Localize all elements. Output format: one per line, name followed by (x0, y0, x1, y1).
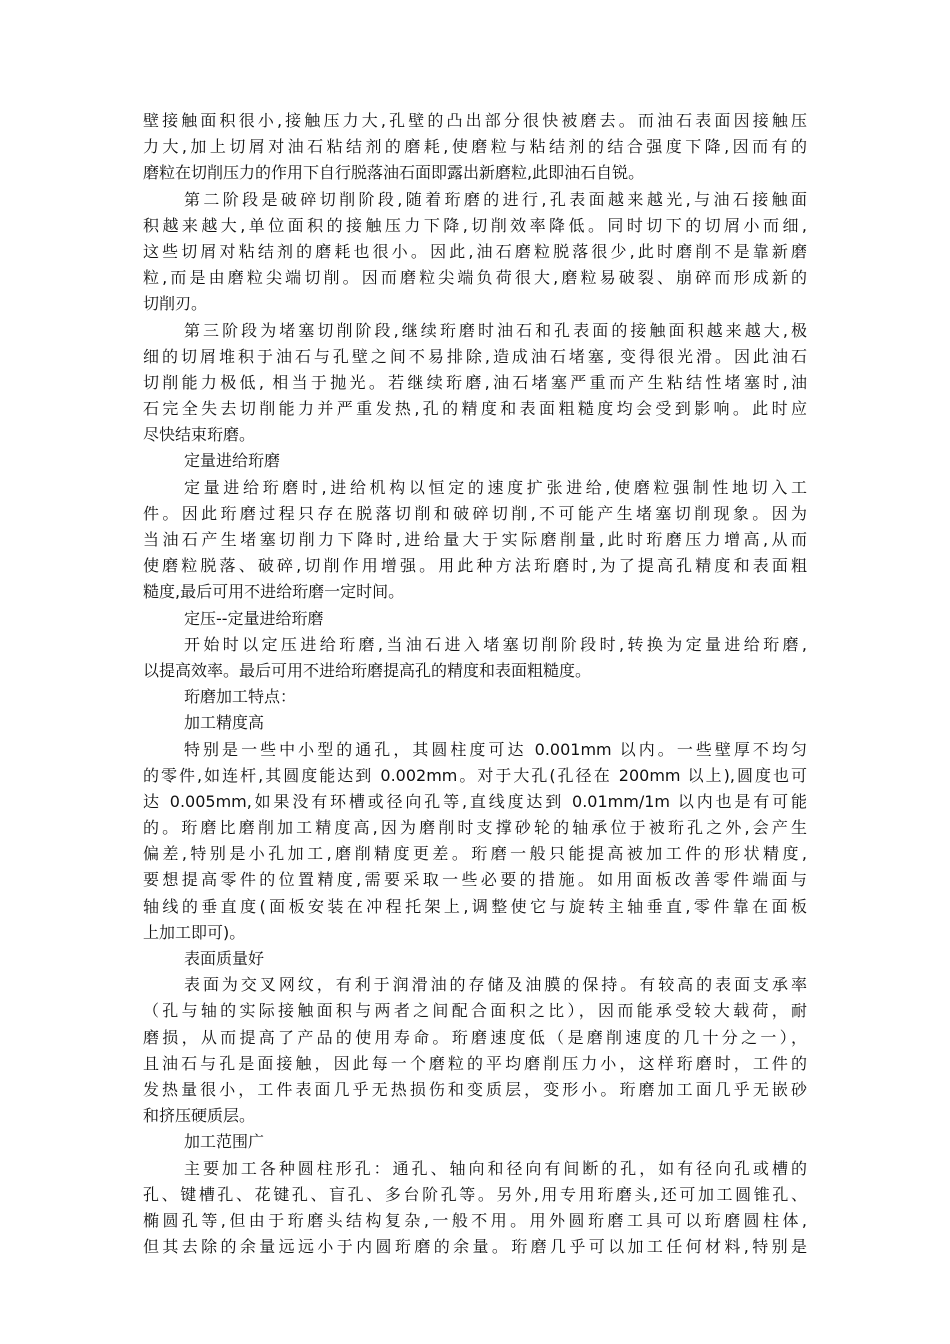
text-line-content: 糙度,最后可用不进给珩磨一定时间。 (143, 582, 405, 602)
text-line-content: 珩磨加工特点： (184, 687, 297, 707)
text-line-content: 粒,而是由磨粒尖端切削。因而磨粒尖端负荷很大,磨粒易破裂、崩碎而形成新的 (143, 268, 807, 288)
text-line-content: 定量进给珩磨 (184, 451, 281, 471)
text-line-content: 使磨粒脱落、破碎,切削作用增强。用此种方法珩磨时,为了提高孔精度和表面粗 (143, 556, 807, 576)
text-line-content: 尽快结束珩磨。 (143, 425, 256, 445)
text-line (143, 632, 807, 658)
text-line-content: 发热量很小，工件表面几乎无热损伤和变质层，变形小。珩磨加工面几乎无嵌砂 (143, 1079, 807, 1099)
section-heading (143, 448, 807, 474)
text-line-content: 偏差,特别是小孔加工,磨削精度更差。珩磨一般只能提高被加工件的形状精度, (143, 844, 807, 864)
text-line-content: 当油石产生堵塞切削力下降时,进给量大于实际磨削量,此时珩磨压力增高,从而 (143, 530, 807, 549)
text-line (143, 396, 807, 422)
text-line-content: 切削能力极低, 相当于抛光。若继续珩磨,油石堵塞严重而产生粘结性堵塞时,油 (143, 372, 807, 392)
section-heading (143, 710, 807, 736)
text-line (143, 867, 807, 893)
text-line-content: 的。珩磨比磨削加工精度高,因为磨削时支撑砂轮的轴承位于被珩孔之外,会产生 (143, 818, 807, 838)
text-line (143, 1234, 807, 1260)
text-line-content: 表面为交叉网纹，有利于润滑油的存储及油膜的保持。有较高的表面支承率 (184, 975, 807, 995)
text-line-content: 磨粒在切削压力的作用下自行脱落油石面即露出新磨粒,此即油石自锐。 (143, 163, 645, 183)
text-line (143, 841, 807, 867)
text-line (143, 579, 807, 605)
text-line-content: 和挤压硬质层。 (143, 1106, 256, 1126)
text-line-content: 加工精度高 (184, 713, 265, 733)
text-line-content: 这些切屑对粘结剂的磨耗也很小。因此,油石磨粒脱落很少,此时磨削不是靠新磨 (143, 241, 807, 261)
text-line (143, 1208, 807, 1234)
text-line-content: 磨损，从而提高了产品的使用寿命。珩磨速度低（是磨削速度的几十分之一）， (143, 1027, 807, 1047)
text-line (143, 134, 807, 160)
text-line (143, 553, 807, 579)
text-line (143, 370, 807, 396)
text-line-content: 件。因此珩磨过程只存在脱落切削和破碎切削,不可能产生堵塞切削现象。因为 (143, 503, 807, 523)
text-line (143, 1051, 807, 1077)
text-line-content: 壁接触面积很小,接触压力大,孔壁的凸出部分很快被磨去。而油石表面因接触压 (143, 111, 807, 130)
text-line (143, 763, 807, 789)
text-line (143, 789, 807, 815)
text-line-content: 的零件,如连杆,其圆度能达到 0.002mm。对于大孔(孔径在 200mm 以上),圆度也可 (143, 765, 807, 785)
text-line-content: 定量进给珩磨时,进给机构以恒定的速度扩张进给,使磨粒强制性地切入工 (184, 477, 807, 497)
text-line-content: 以提高效率。最后可用不进给珩磨提高孔的精度和表面粗糙度。 (143, 660, 592, 680)
text-line (143, 815, 807, 841)
text-line-content: 切削刃。 (143, 294, 208, 314)
text-line (143, 475, 807, 501)
text-line-content: 要想提高零件的位置精度,需要采取一些必要的措施。如用面板改善零件端面与 (143, 870, 807, 890)
section-heading (143, 684, 807, 710)
text-line (143, 527, 807, 553)
text-line (143, 920, 807, 946)
text-line-content: 第二阶段是破碎切削阶段,随着珩磨的进行,孔表面越来越光,与油石接触面 (184, 189, 807, 209)
section-heading (143, 1129, 807, 1155)
text-line (143, 894, 807, 920)
text-line (143, 291, 807, 317)
text-line-content: 达 0.005mm,如果没有环槽或径向孔等,直线度达到 0.01mm/1m 以内也是有可能 (143, 791, 807, 811)
text-line-content: 主要加工各种圆柱形孔：通孔、轴向和径向有间断的孔，如有径向孔或槽的 (184, 1158, 807, 1178)
text-line-content: 椭圆孔等,但由于珩磨头结构复杂,一般不用。用外圆珩磨工具可以珩磨圆柱体, (143, 1210, 807, 1230)
text-line-content: 定压--定量进给珩磨 (184, 608, 324, 628)
text-line-content: 开始时以定压进给珩磨,当油石进入堵塞切削阶段时,转换为定量进给珩磨, (184, 634, 807, 654)
text-line-content: 孔、键槽孔、花键孔、盲孔、多台阶孔等。另外,用专用珩磨头,还可加工圆锥孔、 (143, 1184, 807, 1204)
text-line-content: 特别是一些中小型的通孔，其圆柱度可达 0.001mm 以内。一些壁厚不均匀 (184, 739, 807, 759)
section-heading (143, 606, 807, 632)
document-page (143, 108, 807, 1260)
text-line-content: 且油石与孔是面接触，因此每一个磨粒的平均磨削压力小，这样珩磨时，工件的 (143, 1053, 807, 1073)
text-line-content: （孔与轴的实际接触面积与两者之间配合面积之比），因而能承受较大载荷，耐 (143, 1001, 807, 1021)
text-line-content: 表面质量好 (184, 949, 265, 968)
text-line-content: 力大,加上切屑对油石粘结剂的磨耗,使磨粒与粘结剂的结合强度下降,因而有的 (143, 137, 807, 157)
text-line (143, 344, 807, 370)
text-line-content: 积越来越大,单位面积的接触压力下降,切削效率降低。同时切下的切屑小而细, (143, 215, 807, 235)
text-line-content: 但其去除的余量远远小于内圆珩磨的余量。珩磨几乎可以加工任何材料,特别是 (143, 1237, 807, 1257)
text-line (143, 501, 807, 527)
text-line (143, 1182, 807, 1208)
text-line (143, 239, 807, 265)
text-line (143, 1103, 807, 1129)
text-line-content: 上加工即可)。 (143, 922, 246, 942)
text-line (143, 1025, 807, 1051)
text-line-content: 石完全失去切削能力并严重发热,孔的精度和表面粗糙度均会受到影响。此时应 (143, 399, 807, 419)
text-line (143, 213, 807, 239)
text-line (143, 318, 807, 344)
text-line (143, 1077, 807, 1103)
section-heading (143, 946, 807, 972)
text-line (143, 187, 807, 213)
text-line (143, 737, 807, 763)
text-line-content: 轴线的垂直度(面板安装在冲程托架上,调整使它与旋转主轴垂直,零件靠在面板 (143, 896, 807, 916)
text-line (143, 658, 807, 684)
text-line (143, 108, 807, 134)
text-line (143, 1156, 807, 1182)
text-line-content: 加工范围广 (184, 1132, 265, 1152)
text-line (143, 422, 807, 448)
text-line-content: 第三阶段为堵塞切削阶段,继续珩磨时油石和孔表面的接触面积越来越大,极 (184, 320, 807, 340)
text-line-content: 细的切屑堆积于油石与孔壁之间不易排除,造成油石堵塞, 变得很光滑。因此油石 (143, 346, 807, 366)
text-line (143, 265, 807, 291)
text-line (143, 160, 807, 186)
text-line (143, 972, 807, 998)
text-line (143, 998, 807, 1024)
